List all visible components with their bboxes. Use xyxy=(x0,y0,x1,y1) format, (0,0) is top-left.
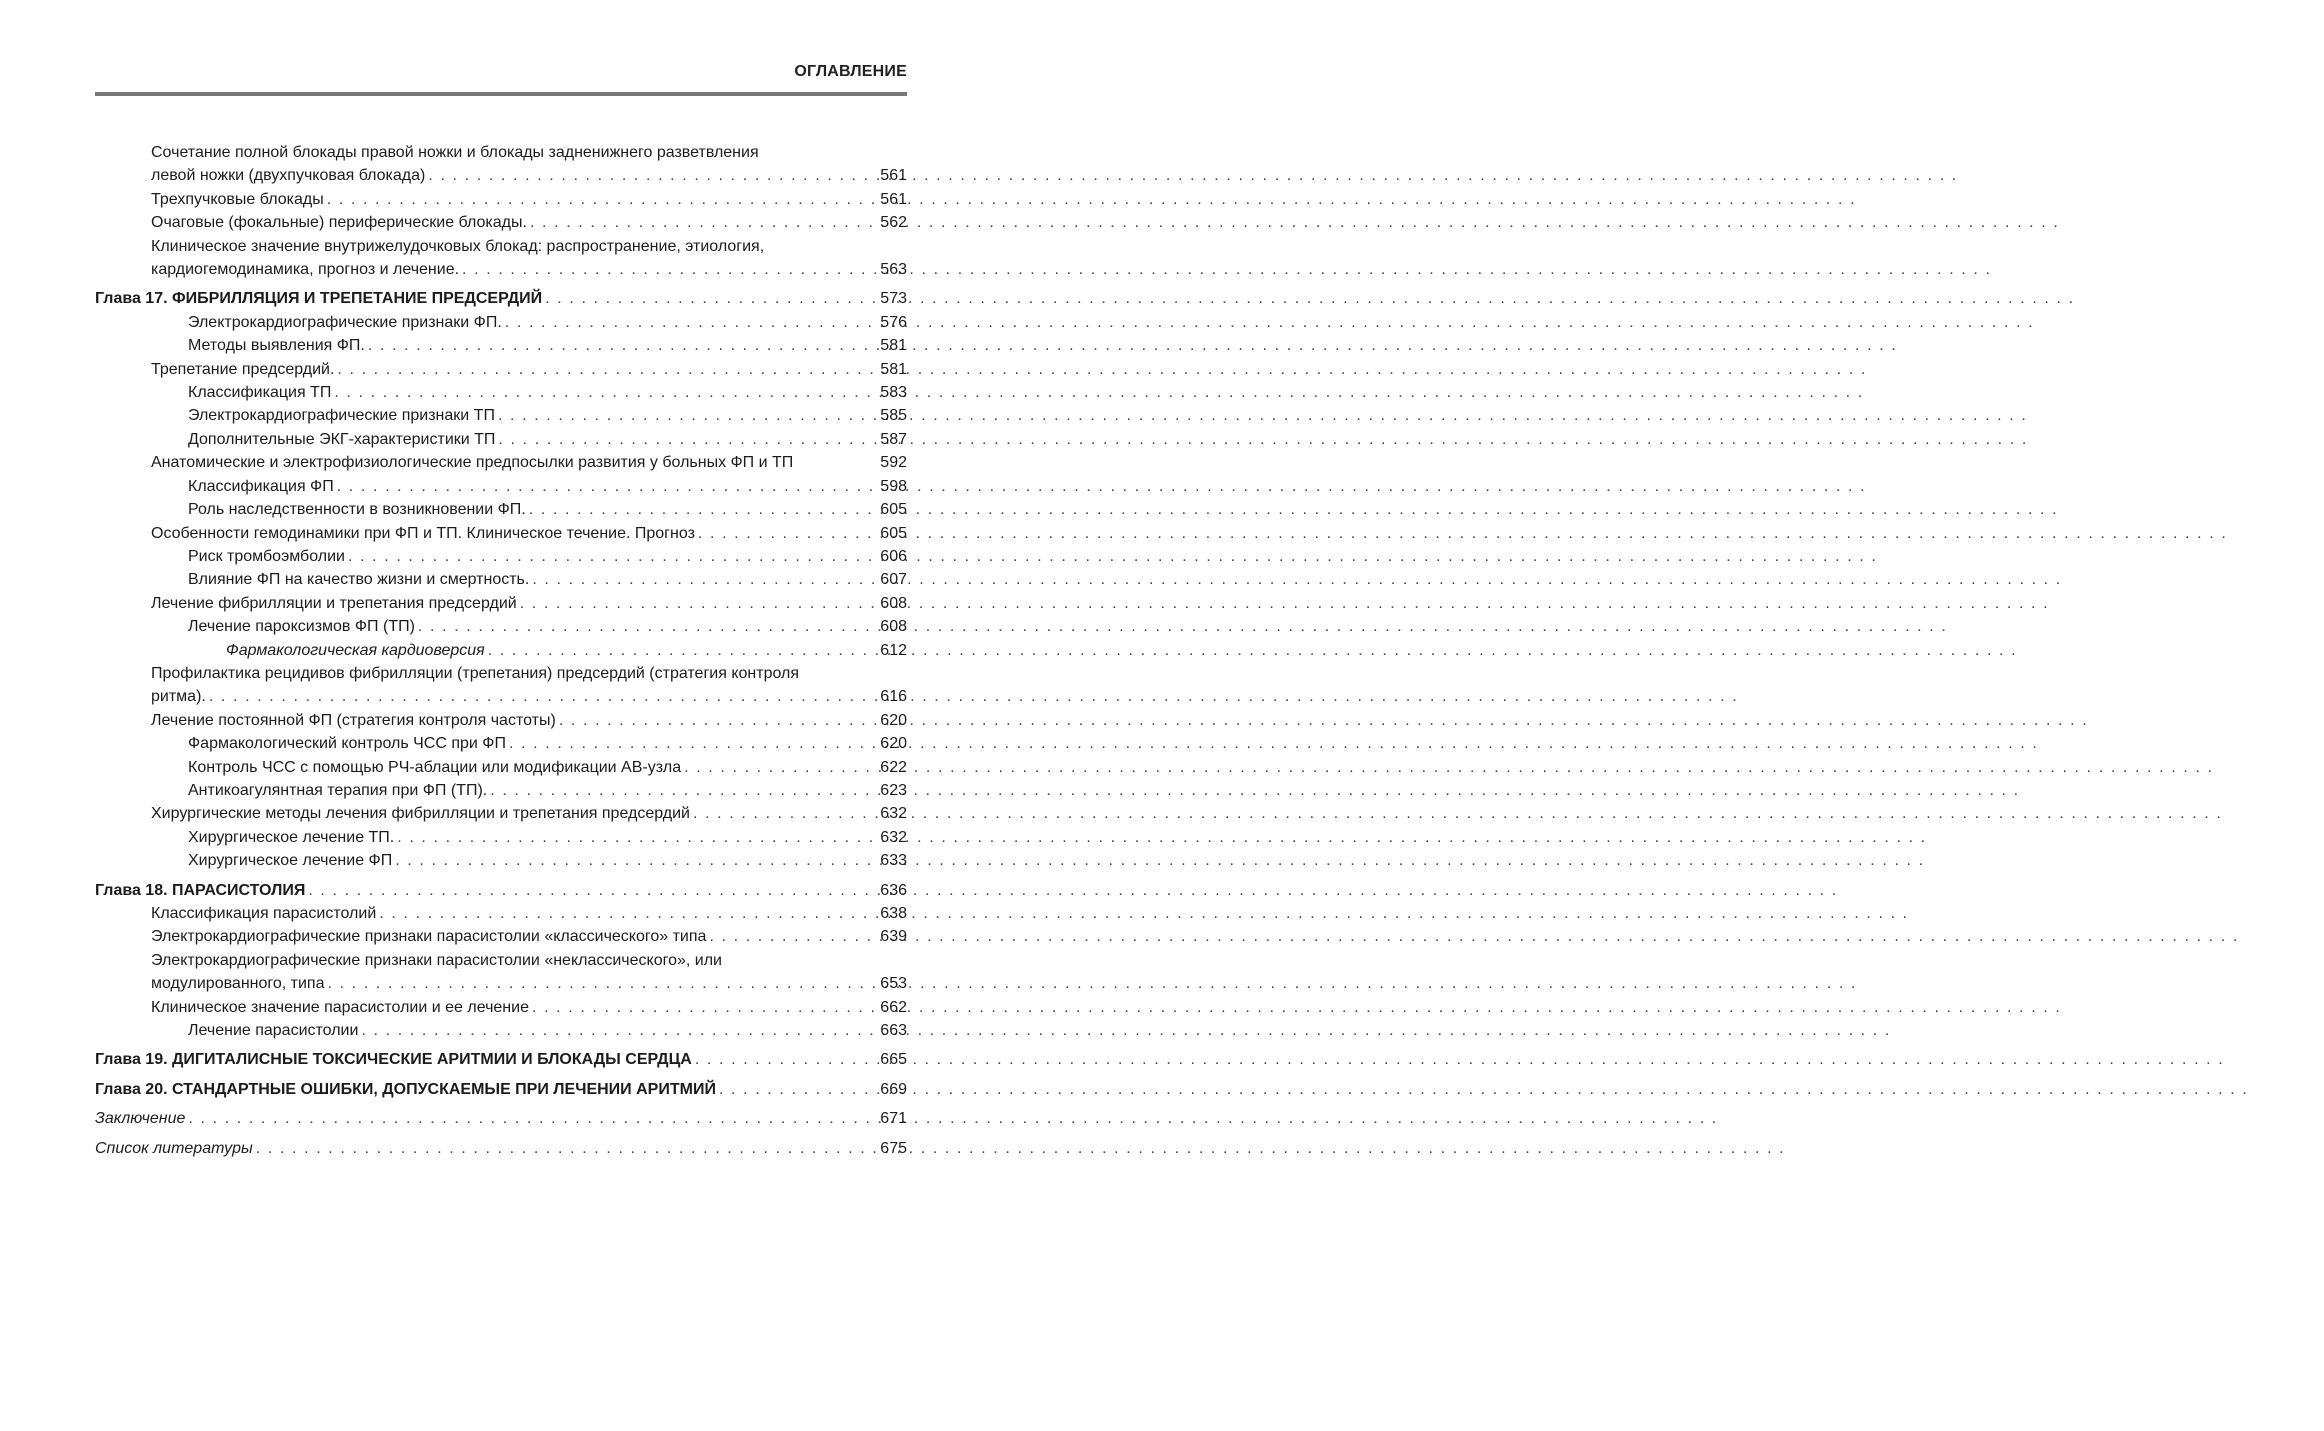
dot-leader xyxy=(709,925,871,948)
toc-entry[interactable] xyxy=(95,211,907,234)
toc-entry-title: Глава 18. ПАРАСИСТОЛИЯ xyxy=(95,881,306,899)
dot-leader xyxy=(361,1019,871,1042)
toc-page-number: 653 xyxy=(880,975,907,993)
toc-entry-title: Электрокардиографические признаки ТП xyxy=(188,407,495,425)
dot-leader xyxy=(337,358,871,381)
toc-page-number: 632 xyxy=(880,828,907,846)
toc-page-number: 605 xyxy=(880,524,907,542)
toc-entry-title: Фармакологический контроль ЧСС при ФП xyxy=(188,735,506,753)
toc-entry-title: Хирургическое лечение ТП. xyxy=(188,828,395,846)
toc-entry[interactable] xyxy=(95,188,907,211)
toc-entry-title-line: Электрокардиографические признаки парасистолии «неклассического», или xyxy=(151,951,722,969)
toc-entry[interactable] xyxy=(95,358,907,381)
toc-page-number: 665 xyxy=(880,1051,907,1069)
header-rule xyxy=(95,92,907,96)
toc-page-number: 669 xyxy=(880,1080,907,1098)
toc-chapter-entry[interactable] xyxy=(95,287,907,310)
dot-leader xyxy=(334,381,871,404)
dot-leader xyxy=(530,211,871,234)
toc-page-number: 671 xyxy=(880,1110,907,1128)
toc-page-number: 561 xyxy=(880,167,907,185)
dot-leader xyxy=(308,879,871,902)
dot-leader xyxy=(532,996,871,1019)
dot-leader xyxy=(684,756,871,779)
toc-entry[interactable] xyxy=(95,404,907,427)
toc-entry[interactable] xyxy=(95,475,907,498)
toc-entry-title: Электрокардиографические признаки ФП. xyxy=(188,313,502,331)
toc-entry-title: Особенности гемодинамики при ФП и ТП. Клиническое течение. Прогноз xyxy=(151,524,695,542)
toc-entry[interactable] xyxy=(95,849,907,872)
dot-leader xyxy=(520,592,871,615)
toc-page-number: 623 xyxy=(880,781,907,799)
toc-entry[interactable] xyxy=(95,311,907,334)
toc-entry[interactable] xyxy=(95,428,907,451)
toc-entry-title: Риск тромбоэмболии xyxy=(188,547,345,565)
toc-entry-title: Очаговые (фокальные) периферические блокады. xyxy=(151,214,527,232)
toc-page-number: 608 xyxy=(880,618,907,636)
toc-page-number: 606 xyxy=(880,547,907,565)
toc-entry-title: Хирургическое лечение ФП xyxy=(188,852,393,870)
toc-page-number: 573 xyxy=(880,290,907,308)
dot-leader xyxy=(188,1107,871,1130)
toc-entry[interactable] xyxy=(95,639,907,662)
toc-entry-title: Трехпучковые блокады xyxy=(151,190,324,208)
toc-page-number: 581 xyxy=(880,337,907,355)
dot-leader xyxy=(327,188,871,211)
toc-entry-title-line: Профилактика рецидивов фибрилляции (трепетания) предсердий (стратегия контроля xyxy=(151,664,800,682)
dot-leader xyxy=(559,709,871,732)
toc-entry-title: Дополнительные ЭКГ-характеристики ТП xyxy=(188,430,496,448)
toc-entry[interactable] xyxy=(95,756,907,779)
toc-entry[interactable] xyxy=(95,568,907,591)
dot-leader xyxy=(337,475,871,498)
toc-entry[interactable] xyxy=(95,451,907,474)
toc-entry-title: модулированного, типа xyxy=(151,975,325,993)
toc-entry-title-line: Клиническое значение внутрижелудочковых блокад: распространение, этиология, xyxy=(151,237,765,255)
toc-page-number: 576 xyxy=(880,313,907,331)
toc-page-number: 639 xyxy=(880,928,907,946)
toc-chapter-entry[interactable] xyxy=(95,1078,907,1101)
toc-entry[interactable] xyxy=(95,996,907,1019)
toc-page-number: 561 xyxy=(880,190,907,208)
toc-entry[interactable] xyxy=(95,925,907,948)
toc-page-number: 638 xyxy=(880,905,907,922)
toc-page-number: 592 xyxy=(880,454,907,472)
toc-page-number: 563 xyxy=(880,261,907,279)
toc-entry[interactable] xyxy=(95,779,907,802)
toc-entry[interactable] xyxy=(95,545,907,568)
toc-page-number: 620 xyxy=(880,711,907,729)
toc-entry-title: Методы выявления ФП. xyxy=(188,337,365,355)
dot-leader xyxy=(693,802,871,825)
dot-leader xyxy=(498,428,871,451)
toc-entry[interactable] xyxy=(95,498,907,521)
toc-page-number: 612 xyxy=(880,641,907,659)
dot-leader xyxy=(719,1078,871,1101)
toc-entry-title: ритма). xyxy=(151,688,206,706)
toc-entry-title: Роль наследственности в возникновении ФП. xyxy=(188,501,526,519)
toc-entry[interactable] xyxy=(95,235,907,282)
dot-leader xyxy=(418,615,871,638)
dot-leader xyxy=(695,1048,871,1071)
toc-entry-title: Классификация ФП xyxy=(188,477,334,495)
toc-entry[interactable] xyxy=(95,522,907,545)
toc-page-number: 633 xyxy=(880,852,907,870)
toc-page-number: 622 xyxy=(880,758,907,776)
toc-entry-title: Хирургические методы лечения фибрилляции и трепетания предсердий xyxy=(151,805,690,823)
toc-entry[interactable] xyxy=(95,732,907,755)
toc-entry[interactable] xyxy=(95,1137,907,1160)
toc-entry-title: Классификация ТП xyxy=(188,384,332,402)
dot-leader xyxy=(509,732,871,755)
toc-entry-title: Лечение парасистолии xyxy=(188,1022,359,1040)
toc-entry-title: Анатомические и электрофизиологические предпосылки развития у больных ФП и ТП xyxy=(151,454,794,472)
toc-entry[interactable] xyxy=(95,709,907,732)
toc-entry-title: Лечение фибрилляции и трепетания предсердий xyxy=(151,594,517,612)
toc-entry-title: Глава 17. ФИБРИЛЛЯЦИЯ И ТРЕПЕТАНИЕ ПРЕДСЕРДИЙ xyxy=(95,290,543,308)
toc-entry[interactable] xyxy=(95,1019,907,1042)
dot-leader xyxy=(368,334,871,357)
dot-leader xyxy=(428,164,871,187)
toc-entry-title: Электрокардиографические признаки парасистолии «классического» типа xyxy=(151,928,707,946)
toc-entry-title: Список литературы xyxy=(95,1139,253,1157)
toc-entry[interactable] xyxy=(95,662,907,709)
toc-entry-title: Влияние ФП на качество жизни и смертность. xyxy=(188,571,530,589)
toc-chapter-entry[interactable] xyxy=(95,879,907,902)
toc-entry-title: Глава 20. СТАНДАРТНЫЕ ОШИБКИ, ДОПУСКАЕМЫЕ ПРИ ЛЕЧЕНИИ АРИТМИЙ xyxy=(95,1080,716,1098)
dot-leader xyxy=(395,849,871,872)
toc-entry-title: Заключение xyxy=(95,1110,186,1128)
dot-leader xyxy=(488,639,871,662)
dot-leader xyxy=(256,1137,871,1160)
toc-page-number: 608 xyxy=(880,594,907,612)
dot-leader xyxy=(209,685,871,708)
toc-entry-title: Лечение постоянной ФП (стратегия контроля частоты) xyxy=(151,711,556,729)
toc-entry-title: кардиогемодинамика, прогноз и лечение. xyxy=(151,261,460,279)
dot-leader xyxy=(490,779,871,802)
toc-page-number: 636 xyxy=(880,881,907,899)
toc-page-number: 616 xyxy=(880,688,907,706)
toc-entry[interactable] xyxy=(95,902,907,925)
dot-leader xyxy=(505,311,871,334)
toc-entry[interactable] xyxy=(95,802,907,825)
toc-page-number: 632 xyxy=(880,805,907,823)
table-of-contents xyxy=(95,141,907,1160)
toc-entry[interactable] xyxy=(95,615,907,638)
toc-entry[interactable] xyxy=(95,1107,907,1130)
toc-entry-title: левой ножки (двухпучковая блокада) xyxy=(151,167,426,185)
dot-leader xyxy=(545,287,871,310)
toc-page-number: 585 xyxy=(880,407,907,425)
toc-entry[interactable] xyxy=(95,826,907,849)
toc-entry-title: Клиническое значение парасистолии и ее лечение xyxy=(151,998,529,1016)
toc-page-number: 662 xyxy=(880,998,907,1016)
dot-leader xyxy=(379,902,871,925)
dot-leader xyxy=(698,522,871,545)
dot-leader xyxy=(532,568,871,591)
toc-page-number: 562 xyxy=(880,214,907,232)
toc-chapter-entry[interactable] xyxy=(95,1048,907,1071)
toc-entry[interactable] xyxy=(95,141,907,188)
toc-entry-title: Классификация парасистолий xyxy=(151,905,377,922)
toc-page-number: 605 xyxy=(880,501,907,519)
dot-leader xyxy=(397,826,871,849)
toc-page-number: 587 xyxy=(880,430,907,448)
running-header-title: ОГЛАВЛЕНИЕ xyxy=(794,63,907,80)
dot-leader xyxy=(498,404,871,427)
toc-page-number: 598 xyxy=(880,477,907,495)
toc-entry-title: Глава 19. ДИГИТАЛИСНЫЕ ТОКСИЧЕСКИЕ АРИТМИИ И БЛОКАДЫ СЕРДЦА xyxy=(95,1051,692,1069)
toc-entry[interactable] xyxy=(95,334,907,357)
toc-entry[interactable] xyxy=(95,592,907,615)
toc-entry[interactable] xyxy=(95,381,907,404)
dot-leader xyxy=(328,972,872,995)
toc-page-number: 620 xyxy=(880,735,907,753)
toc-entry-title: Контроль ЧСС с помощью РЧ-аблации или модификации АВ-узла xyxy=(188,758,682,776)
toc-entry-title: Лечение пароксизмов ФП (ТП) xyxy=(188,618,415,636)
toc-entry[interactable] xyxy=(95,949,907,996)
toc-page-number: 583 xyxy=(880,384,907,402)
toc-entry-title: Фармакологическая кардиоверсия xyxy=(226,641,485,659)
dot-leader xyxy=(462,258,871,281)
toc-page-number: 607 xyxy=(880,571,907,589)
dot-leader xyxy=(348,545,871,568)
dot-leader xyxy=(529,498,871,521)
toc-entry-title-line: Сочетание полной блокады правой ножки и блокады задненижнего разветвления xyxy=(151,144,759,161)
toc-page-number: 581 xyxy=(880,360,907,378)
toc-page-number: 663 xyxy=(880,1022,907,1040)
toc-page-number: 675 xyxy=(880,1139,907,1157)
toc-entry-title: Трепетание предсердий. xyxy=(151,360,335,378)
toc-entry-title: Антикоагулянтная терапия при ФП (ТП). xyxy=(188,781,488,799)
